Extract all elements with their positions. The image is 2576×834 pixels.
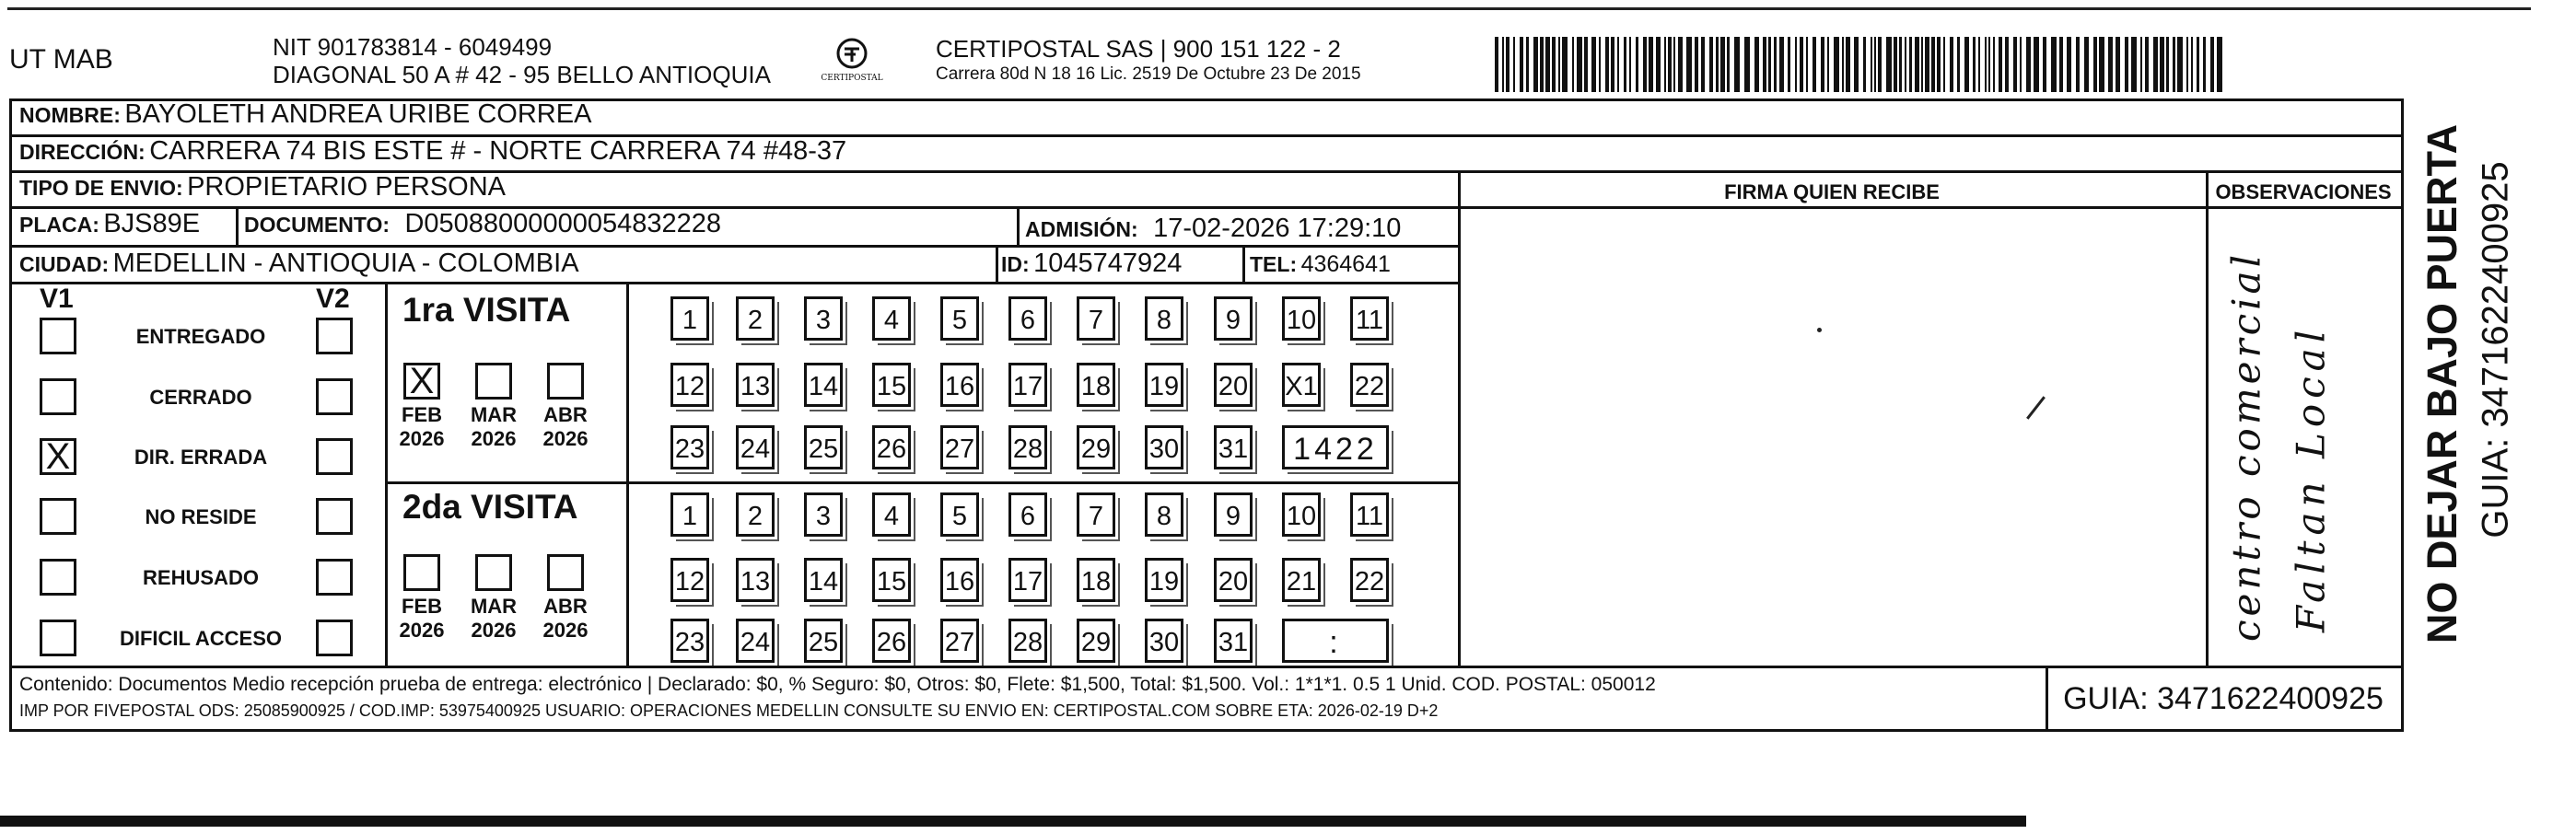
barcode-bar [2153, 37, 2158, 92]
placa-label: PLACA: [19, 213, 99, 237]
second-day-box[interactable]: 16 [940, 558, 979, 602]
barcode-bar [1846, 37, 1850, 92]
direccion-value: CARRERA 74 BIS ESTE # - NORTE CARRERA 74 #48-37 [149, 136, 847, 166]
barcode-bar [1572, 37, 1574, 92]
second-day-box[interactable]: 3 [804, 492, 843, 537]
first-day-box[interactable]: 11 [1350, 296, 1389, 341]
barcode-bar [2093, 37, 2097, 92]
barcode-bar [1611, 37, 1614, 92]
vertical-warning: NO DEJAR BAJO PUERTA [2419, 123, 2465, 644]
barcode-bar [1636, 37, 1638, 92]
first-day-box[interactable]: 18 [1077, 363, 1115, 407]
second-day-box[interactable]: 20 [1214, 558, 1253, 602]
barcode-bar [1605, 37, 1609, 92]
barcode-bar [1999, 37, 2002, 92]
barcode-bar [1964, 37, 1969, 92]
tipo-value: PROPIETARIO PERSONA [187, 172, 507, 202]
footer-divider [12, 666, 2401, 668]
barcode-bar [1915, 37, 1919, 92]
barcode-bar [1520, 37, 1523, 92]
barcode-bar [1558, 37, 1560, 92]
second-month-checkbox[interactable] [547, 554, 584, 591]
barcode-bar [2116, 37, 2120, 92]
second-day-box[interactable]: 12 [670, 558, 709, 602]
status-v1-checkbox[interactable] [40, 318, 76, 354]
barcode-bar [1526, 37, 1529, 92]
barcode-bar [1886, 37, 1892, 92]
barcode-bar [1800, 37, 1803, 92]
direccion-label: DIRECCIÓN: [19, 140, 146, 164]
barcode-bar [1695, 37, 1698, 92]
barcode-bar [2177, 37, 2183, 92]
second-day-box[interactable]: 24 [736, 619, 775, 663]
row-divider [12, 282, 1458, 284]
col-divider [385, 282, 388, 666]
barcode-bar [1624, 37, 1626, 92]
admision-label: ADMISIÓN: [1025, 217, 1138, 241]
first-month-label: ABR 2026 [542, 403, 589, 450]
barcode-bar [1678, 37, 1683, 92]
col-divider [2206, 170, 2209, 666]
barcode-bar [1779, 37, 1784, 92]
barcode-bar [2076, 37, 2080, 92]
second-day-box[interactable]: 9 [1214, 492, 1253, 537]
barcode-bar [1709, 37, 1713, 92]
barcode-bar [1973, 37, 1976, 92]
second-visit-title: 2da VISITA [402, 488, 578, 526]
barcode-bar [1950, 37, 1953, 92]
carrier-license: Carrera 80d N 18 16 Lic. 2519 De Octubre 23 De 2015 [936, 64, 1361, 84]
second-day-box[interactable]: 7 [1077, 492, 1115, 537]
barcode-bar [1925, 37, 1929, 92]
carrier-name: CERTIPOSTAL SAS | 900 151 122 - 2 [936, 35, 1341, 63]
first-month-checkbox[interactable] [475, 363, 512, 400]
barcode-bar [2186, 37, 2188, 92]
status-label: NO RESIDE [145, 505, 257, 528]
first-day-box[interactable]: 12 [670, 363, 709, 407]
barcode-bar [2026, 37, 2031, 92]
vertical-guia-block [2468, 115, 2524, 575]
first-day-box[interactable]: 7 [1077, 296, 1115, 341]
sender-address: DIAGONAL 50 A # 42 - 95 BELLO ANTIOQUIA [273, 61, 771, 88]
placa-value: BJS89E [103, 209, 201, 238]
id-label: ID: [1001, 252, 1030, 276]
barcode-bar [1905, 37, 1906, 92]
observaciones-header: OBSERVACIONES [2215, 180, 2392, 203]
barcode-bar [2034, 37, 2039, 92]
barcode-bar [1878, 37, 1882, 92]
barcode-bar [1495, 37, 1498, 92]
second-day-box[interactable]: 25 [804, 619, 843, 663]
col-divider [236, 206, 239, 245]
barcode-bar [2067, 37, 2071, 92]
status-v2-checkbox[interactable] [316, 378, 353, 415]
second-month-label: MAR 2026 [470, 595, 518, 642]
tipo-label: TIPO DE ENVIO: [19, 176, 183, 200]
second-day-box[interactable]: 19 [1145, 558, 1183, 602]
second-day-box[interactable]: 15 [872, 558, 911, 602]
second-day-box[interactable]: 10 [1282, 492, 1321, 537]
second-day-box[interactable]: 30 [1145, 619, 1183, 663]
barcode-bar [2145, 37, 2149, 92]
first-day-box[interactable]: 24 [736, 425, 775, 469]
first-day-box[interactable]: 1 [670, 296, 709, 341]
barcode-bar [1502, 37, 1504, 92]
second-month-checkbox[interactable] [403, 554, 440, 591]
barcode-bar [1643, 37, 1647, 92]
v2-label: V2 [316, 284, 350, 314]
first-day-box[interactable]: 14 [804, 363, 843, 407]
status-v2-checkbox[interactable] [316, 318, 353, 354]
nit-text: NIT 901783814 - 6049499 [273, 33, 553, 61]
barcode-bar [1720, 37, 1725, 92]
col-divider [1242, 245, 1245, 282]
observation-note-1: centro comercial [2223, 250, 2269, 643]
signature-stroke [2026, 396, 2046, 419]
second-month-checkbox[interactable] [475, 554, 512, 591]
second-day-box[interactable]: 2 [736, 492, 775, 537]
barcode-bar [1649, 37, 1653, 92]
barcode-bar [1584, 37, 1588, 92]
barcode-bar [1668, 37, 1672, 92]
certipostal-logo [810, 35, 893, 92]
status-label: ENTREGADO [135, 325, 266, 348]
second-day-box[interactable]: 4 [872, 492, 911, 537]
second-month-label: ABR 2026 [542, 595, 589, 642]
id-value: 1045747924 [1033, 249, 1183, 278]
v1-label: V1 [40, 284, 74, 314]
barcode-bar [2084, 37, 2089, 92]
first-day-box[interactable]: X1 [1282, 363, 1321, 407]
status-v1-checkbox[interactable] [40, 559, 76, 596]
second-day-box[interactable]: 8 [1145, 492, 1183, 537]
first-day-box[interactable]: 10 [1282, 296, 1321, 341]
barcode-bar [1894, 37, 1897, 92]
footer-content: Contenido: Documentos Medio recepción prueba de entrega: electrónico | Declarado: $0, % Seguro: $0, Otros: $0, Flete: $1,500, Total: $1,500. Vol.: 1*1*1. 0.5 1 Unid. COD. POSTAL: 050012 [19, 674, 1656, 695]
footer-guia: GUIA: 3471622400925 [2063, 681, 2384, 716]
delivery-form [9, 98, 2404, 732]
barcode-bar [1629, 37, 1631, 92]
first-day-box[interactable]: 17 [1008, 363, 1047, 407]
second-day-box[interactable]: 6 [1008, 492, 1047, 537]
first-day-box[interactable]: 20 [1214, 363, 1253, 407]
barcode-bar [2173, 37, 2175, 92]
status-v2-checkbox[interactable] [316, 559, 353, 596]
barcode-bar [2108, 37, 2113, 92]
footer-print-info: IMP POR FIVEPOSTAL ODS: 25085900925 / COD.IMP: 53975400925 USUARIO: OPERACIONES MEDELLIN CONSULTE SU ENVIO EN: CERTIPOSTAL.COM SOBRE ETA: 2026-02-19 D+2 [19, 701, 1439, 720]
barcode-bar [2013, 37, 2017, 92]
second-day-box[interactable]: 23 [670, 619, 709, 663]
barcode-bar [1686, 37, 1692, 92]
second-day-box[interactable]: 28 [1008, 619, 1047, 663]
second-month-label: FEB 2026 [399, 595, 445, 642]
barcode-bar [2043, 37, 2046, 92]
barcode-bar [1754, 37, 1759, 92]
status-label: REHUSADO [143, 566, 259, 589]
first-day-box[interactable]: 30 [1145, 425, 1183, 469]
barcode-bar [2210, 37, 2214, 92]
barcode-bar [1943, 37, 1945, 92]
nombre-label: NOMBRE: [19, 103, 121, 127]
first-day-box[interactable]: 15 [872, 363, 911, 407]
company-name: UT MAB [9, 44, 113, 75]
first-day-box[interactable]: 16 [940, 363, 979, 407]
signature-dot [1817, 328, 1822, 332]
barcode-bar [2125, 37, 2128, 92]
barcode-bar [2059, 37, 2063, 92]
barcode-bar [1552, 37, 1556, 92]
barcode-bar [1937, 37, 1941, 92]
barcode-bar [2217, 37, 2222, 92]
first-day-box[interactable]: 25 [804, 425, 843, 469]
barcode-bar [2131, 37, 2137, 92]
barcode-bar [1577, 37, 1582, 92]
barcode-bar [2051, 37, 2057, 92]
second-day-box[interactable]: 27 [940, 619, 979, 663]
status-v1-checkbox[interactable]: X [40, 438, 76, 475]
barcode-bar [1506, 37, 1509, 92]
status-v2-checkbox[interactable] [316, 498, 353, 535]
status-label: CERRADO [149, 386, 252, 409]
barcode-bar [1842, 37, 1844, 92]
first-day-box[interactable]: 26 [872, 425, 911, 469]
second-day-box[interactable]: 21 [1282, 558, 1321, 602]
status-v1-checkbox[interactable] [40, 620, 76, 656]
second-day-box[interactable]: 26 [872, 619, 911, 663]
first-month-label: FEB 2026 [399, 403, 445, 450]
documento-label: DOCUMENTO: [244, 213, 390, 237]
barcode-bar [1533, 37, 1538, 92]
certipostal-logo-icon [810, 35, 893, 92]
barcode-bar [1545, 37, 1550, 92]
barcode-bar [1909, 37, 1912, 92]
first-day-box[interactable]: 22 [1350, 363, 1389, 407]
status-v1-checkbox[interactable] [40, 498, 76, 535]
first-day-box[interactable]: 6 [1008, 296, 1047, 341]
barcode-bar [1513, 37, 1515, 92]
first-day-box[interactable]: 4 [872, 296, 911, 341]
first-day-box[interactable]: 3 [804, 296, 843, 341]
first-day-box[interactable]: 2 [736, 296, 775, 341]
barcode-bar [2140, 37, 2142, 92]
barcode [1495, 37, 2224, 92]
first-day-box[interactable]: 8 [1145, 296, 1183, 341]
barcode-bar [1993, 37, 1995, 92]
ciudad-value: MEDELLIN - ANTIOQUIA - COLOMBIA [112, 249, 579, 278]
ciudad-label: CIUDAD: [19, 252, 110, 276]
barcode-bar [1871, 37, 1872, 92]
first-month-checkbox[interactable] [547, 363, 584, 400]
barcode-bar [1617, 37, 1619, 92]
tel-value: 4364641 [1300, 251, 1391, 277]
barcode-bar [1931, 37, 1935, 92]
barcode-bar [1806, 37, 1808, 92]
barcode-bar [1978, 37, 1980, 92]
barcode-bar [2005, 37, 2009, 92]
vertical-guia: GUIA: 3471622400925 [2475, 161, 2516, 539]
first-day-box[interactable]: 13 [736, 363, 775, 407]
status-label: DIFICIL ACCESO [119, 627, 282, 650]
barcode-bar [1763, 37, 1766, 92]
barcode-bar [1774, 37, 1777, 92]
barcode-bar [1768, 37, 1771, 92]
barcode-bar [2203, 37, 2206, 92]
barcode-bar [2166, 37, 2169, 92]
barcode-bar [1874, 37, 1876, 92]
status-v1-checkbox[interactable] [40, 378, 76, 415]
second-day-box[interactable]: 5 [940, 492, 979, 537]
barcode-bar [1921, 37, 1923, 92]
barcode-bar [1988, 37, 1990, 92]
second-day-box[interactable]: 18 [1077, 558, 1115, 602]
barcode-bar [1540, 37, 1544, 92]
first-day-box[interactable]: 5 [940, 296, 979, 341]
first-day-box[interactable]: 19 [1145, 363, 1183, 407]
barcode-bar [1701, 37, 1705, 92]
col-divider [1017, 206, 1020, 245]
barcode-bar [1727, 37, 1730, 92]
barcode-bar [2020, 37, 2022, 92]
barcode-bar [1656, 37, 1661, 92]
barcode-bar [1985, 37, 1987, 92]
barcode-bar [1863, 37, 1866, 92]
barcode-bar [1821, 37, 1824, 92]
barcode-bar [1744, 37, 1750, 92]
second-day-box[interactable]: 22 [1350, 558, 1389, 602]
barcode-bar [1591, 37, 1596, 92]
barcode-bar [1734, 37, 1740, 92]
status-label: DIR. ERRADA [134, 446, 268, 469]
barcode-bar [1854, 37, 1859, 92]
barcode-bar [1813, 37, 1816, 92]
scan-edge-bottom [0, 816, 2026, 827]
barcode-bar [1673, 37, 1675, 92]
second-day-box[interactable]: 31 [1214, 619, 1253, 663]
first-day-box[interactable]: 28 [1008, 425, 1047, 469]
documento-value: D05088000000054832228 [404, 209, 721, 238]
first-day-box[interactable]: 31 [1214, 425, 1253, 469]
barcode-bar [1899, 37, 1902, 92]
barcode-bar [1795, 37, 1797, 92]
barcode-bar [1788, 37, 1790, 92]
row-divider [385, 481, 1458, 484]
first-month-label: MAR 2026 [470, 403, 518, 450]
second-day-box[interactable]: 13 [736, 558, 775, 602]
barcode-bar [1664, 37, 1666, 92]
barcode-bar [2191, 37, 2193, 92]
row-divider [12, 245, 1458, 248]
barcode-bar [1599, 37, 1601, 92]
scan-edge-top [7, 7, 2531, 10]
second-day-box[interactable]: 29 [1077, 619, 1115, 663]
barcode-bar [2160, 37, 2164, 92]
first-day-box[interactable]: 29 [1077, 425, 1115, 469]
first-day-box[interactable]: 23 [670, 425, 709, 469]
barcode-bar [1716, 37, 1719, 92]
first-month-checkbox[interactable]: X [403, 363, 440, 400]
barcode-bar [2197, 37, 2199, 92]
col-divider [996, 245, 998, 282]
barcode-bar [1957, 37, 1960, 92]
logo-text: CERTIPOSTAL [821, 74, 883, 83]
second-day-box[interactable]: 1 [670, 492, 709, 537]
nombre-value: BAYOLETH ANDREA URIBE CORREA [124, 99, 592, 129]
first-day-box[interactable]: 27 [940, 425, 979, 469]
status-v2-checkbox[interactable] [316, 438, 353, 475]
barcode-bar [2099, 37, 2104, 92]
second-day-box[interactable]: 14 [804, 558, 843, 602]
firma-header: FIRMA QUIEN RECIBE [1724, 180, 1940, 203]
second-day-box[interactable]: 11 [1350, 492, 1389, 537]
first-day-box[interactable]: 9 [1214, 296, 1253, 341]
first-visit-title: 1ra VISITA [402, 291, 571, 329]
tel-label: TEL: [1250, 252, 1298, 276]
barcode-bar [1834, 37, 1839, 92]
barcode-bar [1562, 37, 1568, 92]
barcode-bar [1827, 37, 1829, 92]
first-visit-time[interactable]: 1422 [1282, 425, 1389, 469]
col-divider [1458, 170, 1461, 666]
second-visit-time[interactable]: : [1282, 619, 1389, 663]
col-divider [626, 282, 629, 666]
admision-value: 17-02-2026 17:29:10 [1153, 214, 1402, 243]
row-divider [1458, 206, 2401, 209]
second-day-box[interactable]: 17 [1008, 558, 1047, 602]
status-v2-checkbox[interactable] [316, 620, 353, 656]
observation-note-2: Faltan Local [2288, 324, 2334, 633]
